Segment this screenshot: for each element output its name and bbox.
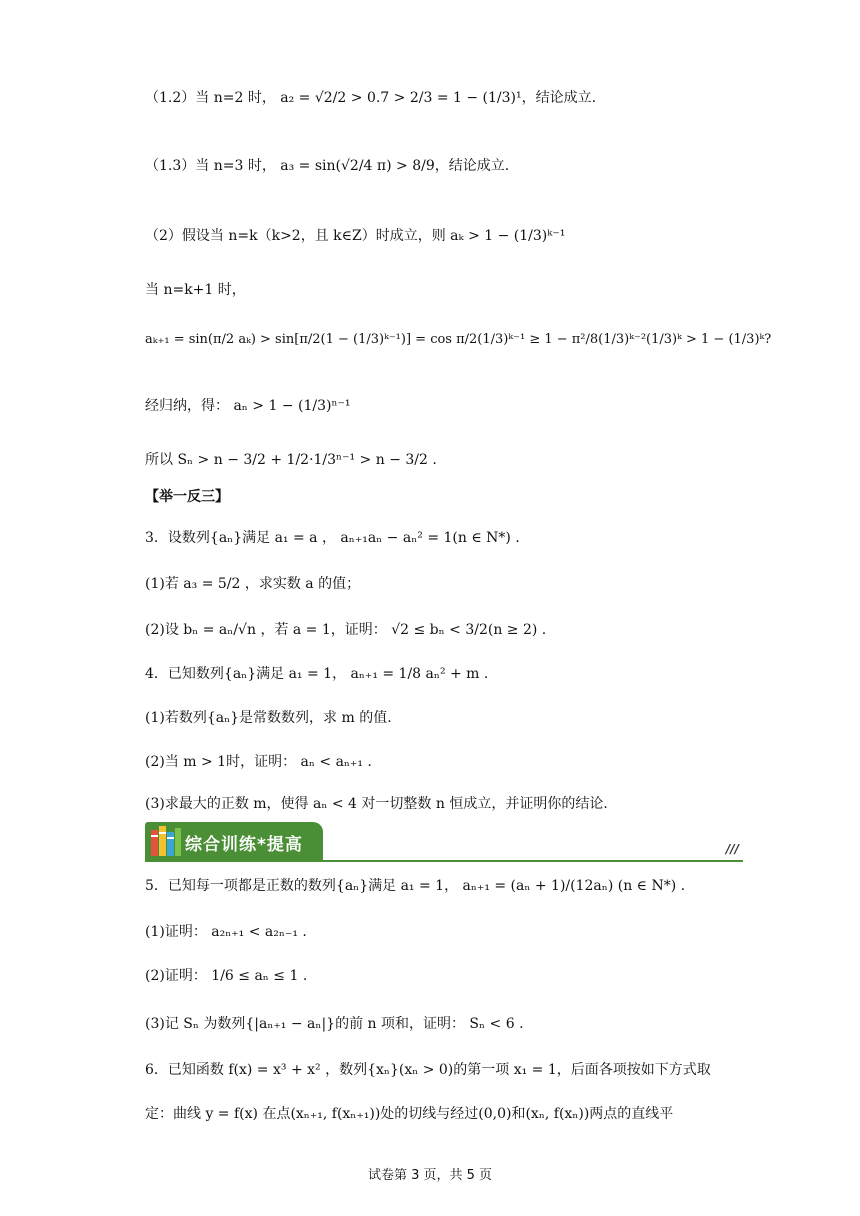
problem-4-part-3: (3)求最大的正数 m，使得 aₙ < 4 对一切整数 n 恒成立，并证明你的结论. (145, 796, 608, 812)
problem-4-part-1: (1)若数列{aₙ}是常数数列，求 m 的值. (145, 710, 392, 726)
problem-4-statement: 4．已知数列{aₙ}满足 a₁ = 1， aₙ₊₁ = 1/8 aₙ² + m . (145, 666, 489, 682)
problem-6-statement: 6．已知函数 f(x) = x³ + x² ，数列{xₙ}(xₙ > 0)的第一项 x₁ = 1，后面各项按如下方式取 (145, 1062, 711, 1078)
banner-title: 综合训练*提高 (185, 835, 303, 855)
solution-step-2-case: 当 n=k+1 时， (145, 282, 246, 298)
problem-4-part-2: (2)当 m > 1时，证明： aₙ < aₙ₊₁ . (145, 754, 372, 770)
banner-box (145, 822, 323, 860)
solution-step-2-assumption: （2）假设当 n=k（k>2，且 k∈Z）时成立，则 aₖ > 1 − (1/3)ᵏ⁻¹ (145, 228, 566, 244)
solution-induction-result: 经归纳，得： aₙ > 1 − (1/3)ⁿ⁻¹ (145, 398, 351, 414)
solution-line-1-2: （1.2）当 n=2 时， a₂ = √2/2 > 0.7 > 2/3 = 1 − (1/3)¹，结论成立. (145, 90, 597, 106)
problem-5-part-3: (3)记 Sₙ 为数列{|aₙ₊₁ − aₙ|}的前 n 项和，证明： Sₙ < 6 . (145, 1016, 524, 1032)
problem-5-part-1: (1)证明： a₂ₙ₊₁ < a₂ₙ₋₁ . (145, 924, 307, 940)
solution-line-1-3: （1.3）当 n=3 时， a₃ = sin(√2/4 π) > 8/9，结论成立. (145, 158, 510, 174)
problem-5-statement: 5．已知每一项都是正数的数列{aₙ}满足 a₁ = 1， aₙ₊₁ = (aₙ + 1)/(12aₙ) (n ∈ N*) . (145, 878, 686, 894)
problem-3-part-2: (2)设 bₙ = aₙ/√n ，若 a = 1，证明： √2 ≤ bₙ < 3/2(n ≥ 2) . (145, 622, 547, 638)
problem-6-statement-cont: 定：曲线 y = f(x) 在点(xₙ₊₁, f(xₙ₊₁))处的切线与经过(0,0)和(xₙ, f(xₙ))两点的直线平 (145, 1106, 674, 1122)
section-banner-comprehensive-training (145, 822, 745, 862)
problem-5-part-2: (2)证明： 1/6 ≤ aₙ ≤ 1 . (145, 968, 308, 984)
problem-3-part-1: (1)若 a₃ = 5/2 ，求实数 a 的值； (145, 576, 361, 592)
banner-slash-mark: /// (725, 842, 739, 856)
problem-3-statement: 3．设数列{aₙ}满足 a₁ = a ， aₙ₊₁aₙ − aₙ² = 1(n ∈ N*) . (145, 530, 520, 546)
page-footer: 试卷第 3 页，共 5 页 (367, 1168, 493, 1183)
solution-sum-bound: 所以 Sₙ > n − 3/2 + 1/2·1/3ⁿ⁻¹ > n − 3/2 . (145, 452, 437, 468)
solution-inequality-chain: aₖ₊₁ = sin(π/2 aₖ) > sin[π/2(1 − (1/3)ᵏ⁻¹)] = cos π/2(1/3)ᵏ⁻¹ ≥ 1 − π²/8(1/3)ᵏ⁻²(1/3)ᵏ > 1 − (1/3)ᵏ? (145, 332, 772, 347)
banner-underline (145, 860, 743, 862)
section-heading-practice: 【举一反三】 (145, 489, 229, 505)
books-icon (147, 822, 185, 860)
